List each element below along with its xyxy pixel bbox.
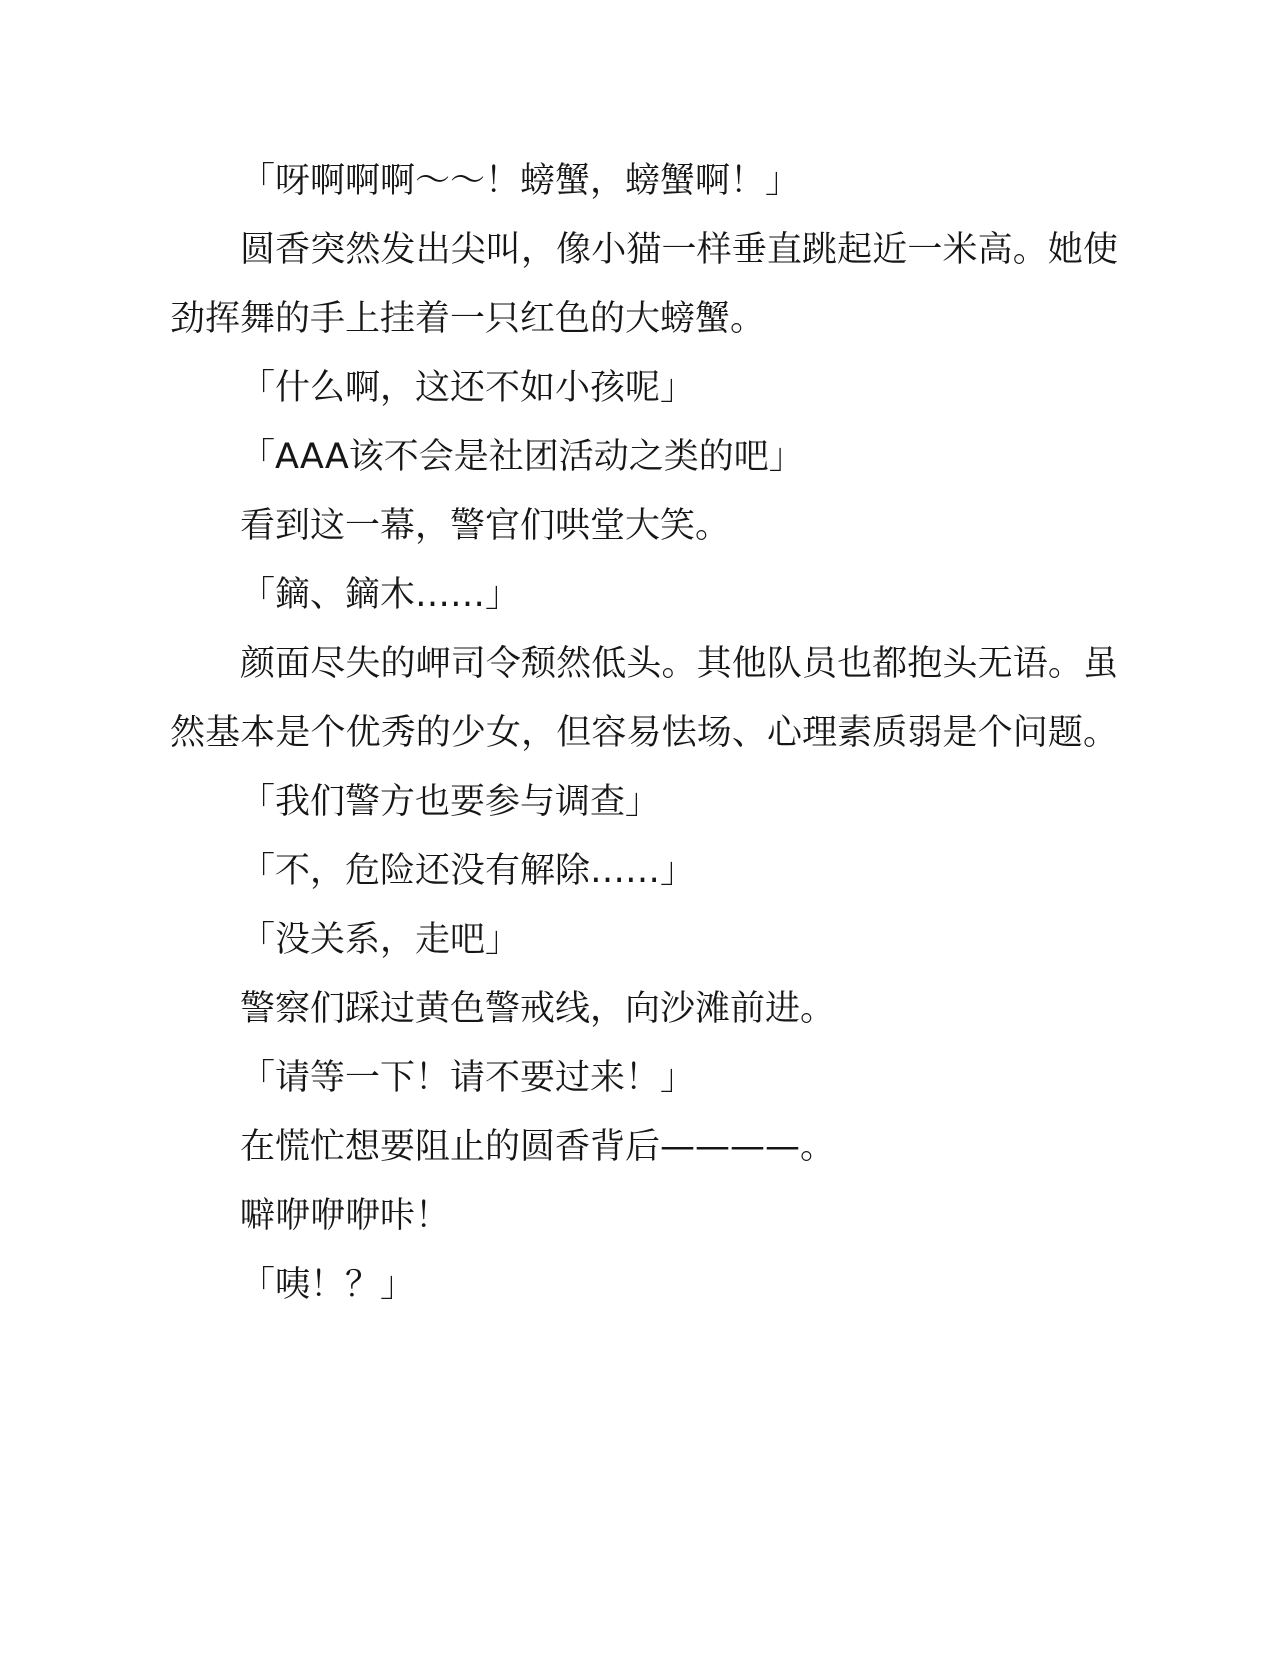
dialogue-line: 「呀啊啊啊～～！螃蟹，螃蟹啊！」 xyxy=(240,161,801,201)
narration-line: 颜面尽失的岬司令颓然低头。其他队员也都抱头无语。虽 xyxy=(240,644,1118,684)
sfx-line: 噼咿咿咿咔！ xyxy=(240,1196,451,1236)
narration-line: 看到这一幕，警官们哄堂大笑。 xyxy=(240,506,731,546)
narration-line: 警察们踩过黄色警戒线，向沙滩前进。 xyxy=(240,989,836,1029)
text-block xyxy=(170,147,1118,1320)
dialogue-line: 「没关系，走吧」 xyxy=(240,920,521,960)
dialogue-line: 「我们警方也要参与调查」 xyxy=(240,782,661,822)
narration-line: 在慌忙想要阻止的圆香背后————。 xyxy=(240,1127,836,1167)
dialogue-line: 「AAA该不会是社团活动之类的吧」 xyxy=(240,437,804,477)
dialogue-line: 「咦！？」 xyxy=(240,1265,416,1305)
narration-line: 然基本是个优秀的少女，但容易怯场、心理素质弱是个问题。 xyxy=(170,713,1118,753)
dialogue-line: 「什么啊，这还不如小孩呢」 xyxy=(240,368,696,408)
narration-line: 圆香突然发出尖叫，像小猫一样垂直跳起近一米高。她使 xyxy=(240,230,1118,270)
narration-line: 劲挥舞的手上挂着一只红色的大螃蟹。 xyxy=(170,299,766,339)
dialogue-line: 「请等一下！请不要过来！」 xyxy=(240,1058,696,1098)
dialogue-line: 「鏑、鏑木……」 xyxy=(240,575,521,615)
dialogue-line: 「不，危险还没有解除……」 xyxy=(240,851,696,891)
